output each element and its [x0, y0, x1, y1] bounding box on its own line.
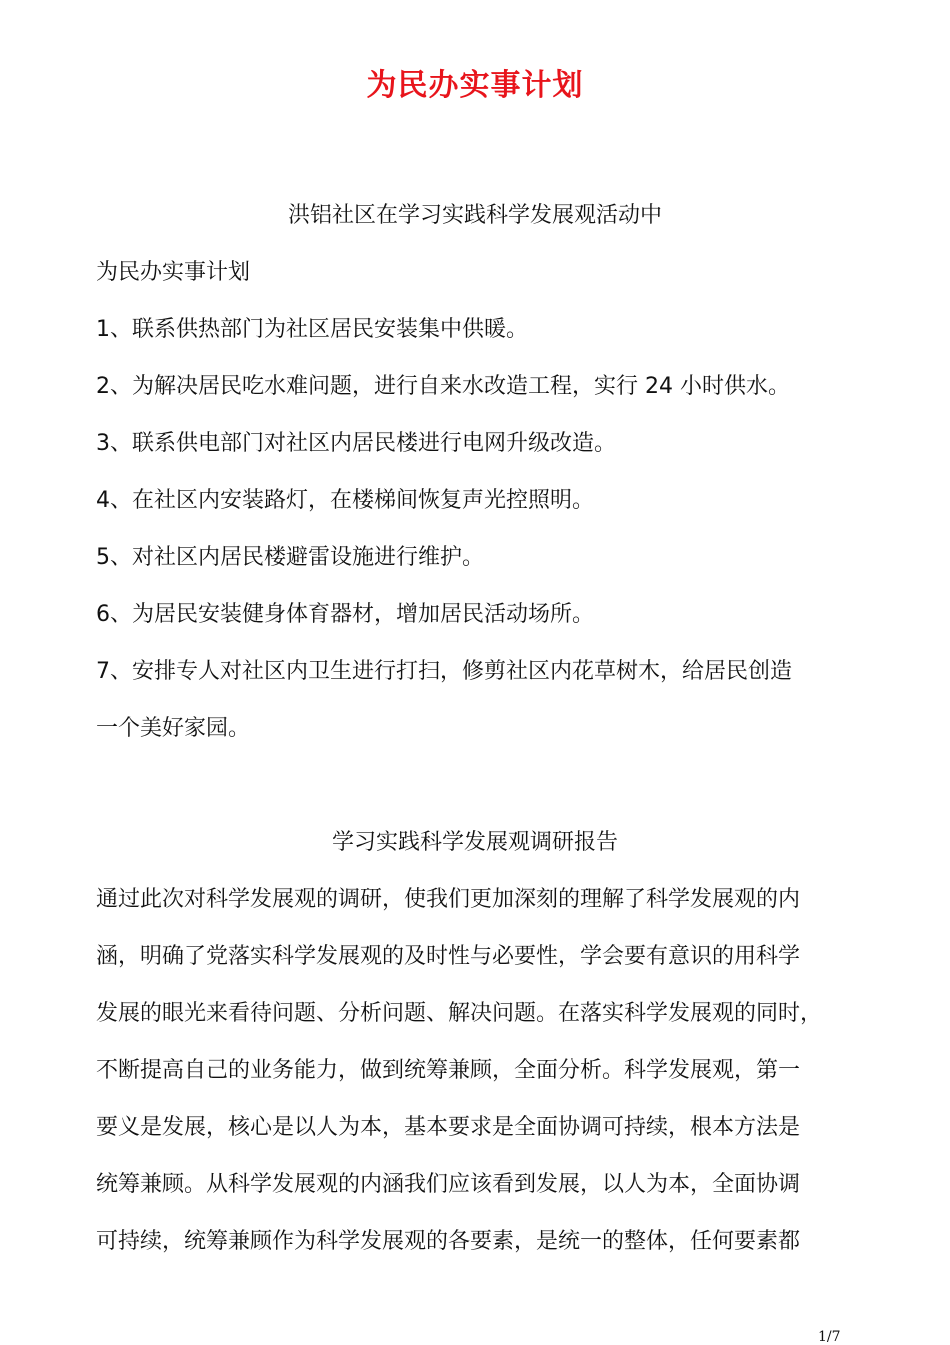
- report-line: 涵，明确了党落实科学发展观的及时性与必要性，学会要有意识的用科学: [96, 944, 801, 969]
- plan-item-5: 5、对社区内居民楼避雷设施进行维护。: [96, 545, 484, 570]
- report-line: 发展的眼光来看待问题、分析问题、解决问题。在落实科学发展观的同时，: [96, 1001, 823, 1026]
- report-line: 可持续，统筹兼顾作为科学发展观的各要素，是统一的整体，任何要素都: [96, 1229, 801, 1254]
- plan-item-6: 6、为居民安装健身体育器材，增加居民活动场所。: [96, 602, 594, 627]
- plan-item-7: 7、安排专人对社区内卫生进行打扫，修剪社区内花草树木，给居民创造: [96, 659, 792, 684]
- page-title: 为民办实事计划: [366, 68, 584, 103]
- section2-heading: 学习实践科学发展观调研报告: [331, 830, 618, 855]
- report-line: 不断提高自己的业务能力，做到统筹兼顾，全面分析。科学发展观，第一: [96, 1058, 801, 1083]
- plan-item-2: 2、为解决居民吃水难问题，进行自来水改造工程，实行 24 小时供水。: [96, 374, 790, 399]
- plan-item-3: 3、联系供电部门对社区内居民楼进行电网升级改造。: [96, 431, 616, 456]
- section1-subheading: 为民办实事计划: [96, 260, 251, 285]
- report-line: 统筹兼顾。从科学发展观的内涵我们应该看到发展，以人为本，全面协调: [96, 1172, 801, 1197]
- section1-heading: 洪铝社区在学习实践科学发展观活动中: [287, 203, 662, 228]
- page-number: 1/7: [818, 1329, 841, 1345]
- plan-item-7-continuation: 一个美好家园。: [96, 716, 251, 741]
- report-line: 要义是发展，核心是以人为本，基本要求是全面协调可持续，根本方法是: [96, 1115, 801, 1140]
- report-line: 通过此次对科学发展观的调研，使我们更加深刻的理解了科学发展观的内: [96, 887, 801, 912]
- plan-item-4: 4、在社区内安装路灯，在楼梯间恢复声光控照明。: [96, 488, 594, 513]
- plan-item-1: 1、联系供热部门为社区居民安装集中供暖。: [96, 317, 528, 342]
